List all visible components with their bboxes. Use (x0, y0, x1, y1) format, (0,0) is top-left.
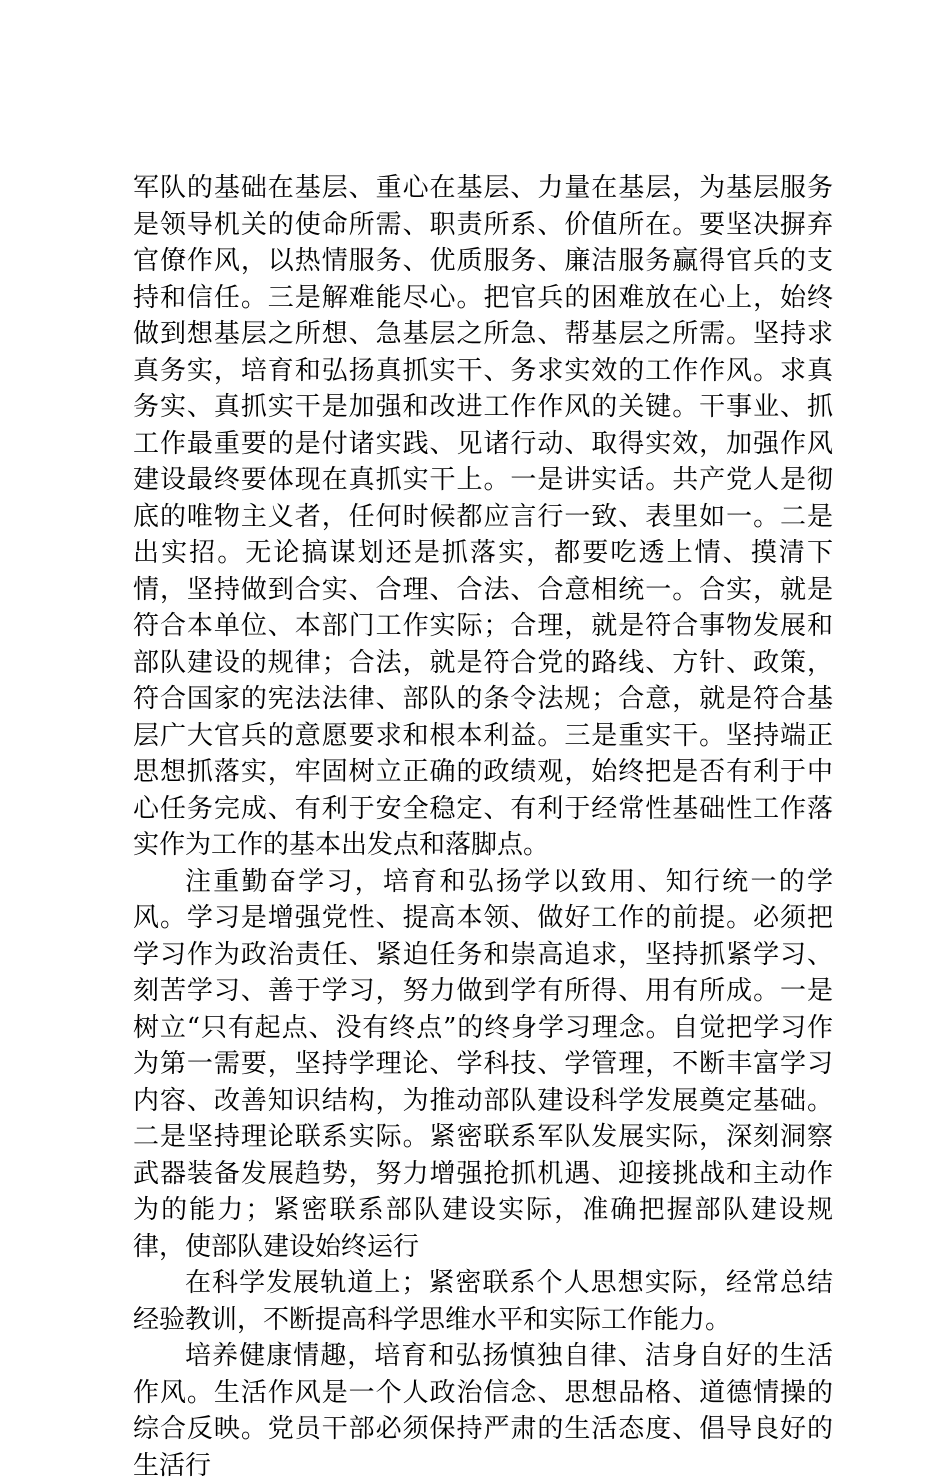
paragraph-3: 在科学发展轨道上；紧密联系个人思想实际，经常总结经验教训，不断提高科学思维水平和实际工作能力。 (133, 1268, 833, 1335)
paragraph-4: 培养健康情趣，培育和弘扬慎独自律、洁身自好的生活作风。生活作风是一个人政治信念、思想品格、道德情操的综合反映。党员干部必须保持严肃的生活态度、倡导良好的生活行 (133, 1341, 833, 1481)
document-body (133, 170, 833, 1484)
paragraph-1: 军队的基础在基层、重心在基层、力量在基层，为基层服务是领导机关的使命所需、职责所系、价值所在。要坚决摒弃官僚作风，以热情服务、优质服务、廉洁服务赢得官兵的支持和信任。三是解难能尽心。把官兵的困难放在心上，始终做到想基层之所想、急基层之所急、帮基层之所需。坚持求真务实，培育和弘扬真抓实干、务求实效的工作作风。求真务实、真抓实干是加强和改进工作作风的关键。干事业、抓工作最重要的是付诸实践、见诸行动、取得实效，加强作风建设最终要体现在真抓实干上。一是讲实话。共产党人是彻底的唯物主义者，任何时候都应言行一致、表里如一。二是出实招。无论搞谋划还是抓落实，都要吃透上情、摸清下情，坚持做到合实、合理、合法、合意相统一。合实，就是符合本单位、本部门工作实际；合理，就是符合事物发展和部队建设的规律；合法，就是符合党的路线、方针、政策，符合国家的宪法法律、部队的条令法规；合意，就是符合基层广大官兵的意愿要求和根本利益。三是重实干。坚持端正思想抓落实，牢固树立正确的政绩观，始终把是否有利于中心任务完成、有利于安全稳定、有利于经常性基础性工作落实作为工作的基本出发点和落脚点。 (133, 173, 833, 860)
paragraph-2: 注重勤奋学习，培育和弘扬学以致用、知行统一的学风。学习是增强党性、提高本领、做好工作的前提。必须把学习作为政治责任、紧迫任务和崇高追求，坚持抓紧学习、刻苦学习、善于学习，努力做到学有所得、用有所成。一是树立“只有起点、没有终点”的终身学习理念。自觉把学习作为第一需要，坚持学理论、学科技、学管理，不断丰富学习内容、改善知识结构，为推动部队建设科学发展奠定基础。二是坚持理论联系实际。紧密联系军队发展实际，深刻洞察武器装备发展趋势，努力增强抢抓机遇、迎接挑战和主动作为的能力；紧密联系部队建设实际，准确把握部队建设规律，使部队建设始终运行 (133, 866, 833, 1262)
